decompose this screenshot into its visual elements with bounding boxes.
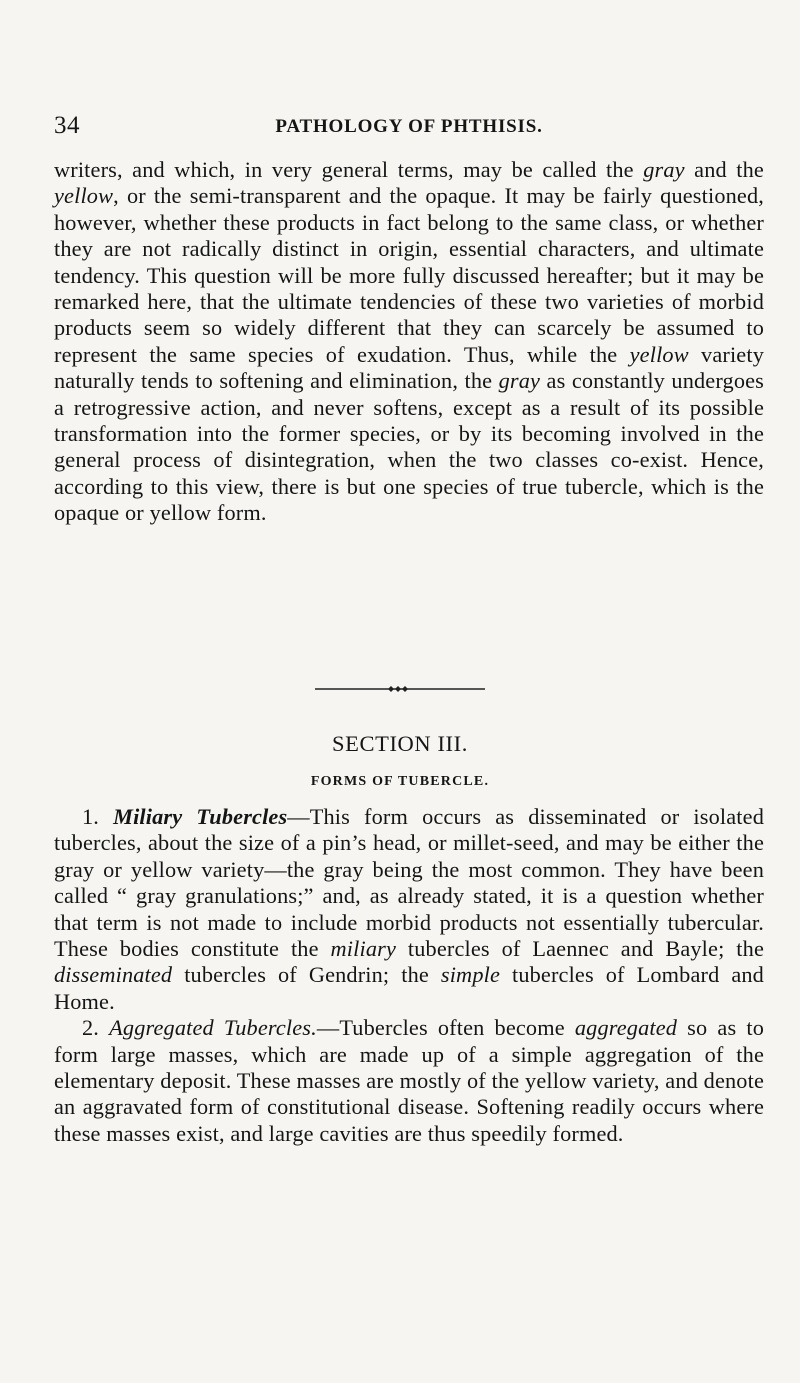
item-miliary-tubercles	[54, 804, 764, 1015]
italic-term: aggregated	[574, 1015, 678, 1041]
italic-term: miliary	[330, 936, 396, 962]
item-heading: Miliary Tubercles	[113, 804, 288, 829]
forms-of-tubercle-text	[54, 804, 764, 1147]
text-run: —Tubercles often become	[316, 1015, 575, 1041]
item-number: 2.	[82, 1015, 110, 1041]
text-run: —This form occurs as disseminated or isolated tubercles, about the size of a pin’s head, or millet-seed, and may be either the gray or yellow variety—the gray being the most common. They have been called “ gray granulations;” and, as already stated, it is a question whether that term is not made to include morbid products not essentially tubercular. These bodies constitute the	[54, 804, 764, 962]
text-run: tubercles of Lombard and Home.	[54, 962, 764, 1014]
text-run: so as to form large masses, which are made up of a simple aggregation of the elementary deposit. These masses are mostly of the yellow variety, and denote an aggravated form of constitutional disease. Softening readily occurs where these masses exist, and large cavities are thus speedily formed.	[54, 1015, 764, 1146]
text-run: tubercles of Gendrin; the	[172, 962, 441, 988]
section-title: SECTION III.	[332, 731, 468, 756]
page-number: 34	[54, 112, 80, 139]
italic-term: yellow	[629, 341, 689, 367]
intro-paragraph	[54, 157, 764, 527]
text-run: as constantly undergoes a retrogressive action, and never softens, except as a result of its possible transformation into the former species, or by its becoming involved in the general process of disintegration, when the two classes co-exist. Hence, according to this view, there is but one species of true tubercle, which is the opaque or yellow form.	[54, 368, 764, 526]
italic-term: simple	[440, 962, 501, 988]
text-run: variety naturally tends to softening and elimination, the	[54, 341, 765, 394]
text-run: and the	[684, 157, 764, 182]
italic-term: gray	[498, 368, 541, 394]
italic-term: gray	[643, 157, 685, 182]
italic-term: disseminated	[54, 962, 173, 988]
section-divider-ornament	[0, 684, 800, 694]
running-head: PATHOLOGY OF PHTHISIS.	[275, 116, 543, 137]
text-run: , or the semi-transparent and the opaque. It may be fairly questioned, however, whether these products in fact belong to the same class, or whether they are not radically distinct in origin, essential characters, and ultimate tendency. This question will be more fully discussed hereafter; but it may be remarked here, that the ultimate tendencies of these two varieties of morbid products seem so widely different that they can scarcely be assumed to represent the same species of exudation. Thus, while the	[54, 183, 764, 367]
italic-term: yellow	[54, 183, 114, 209]
text-run: tubercles of Laennec and Bayle; the	[396, 936, 764, 962]
text-run: writers, and which, in very general terms, may be called the	[54, 157, 644, 182]
page-header	[54, 112, 764, 146]
section-subtitle: FORMS OF TUBERCLE.	[310, 774, 490, 789]
item-heading: Aggregated Tubercles.	[109, 1015, 317, 1041]
item-aggregated-tubercles	[54, 1015, 764, 1147]
item-number: 1.	[82, 804, 114, 829]
